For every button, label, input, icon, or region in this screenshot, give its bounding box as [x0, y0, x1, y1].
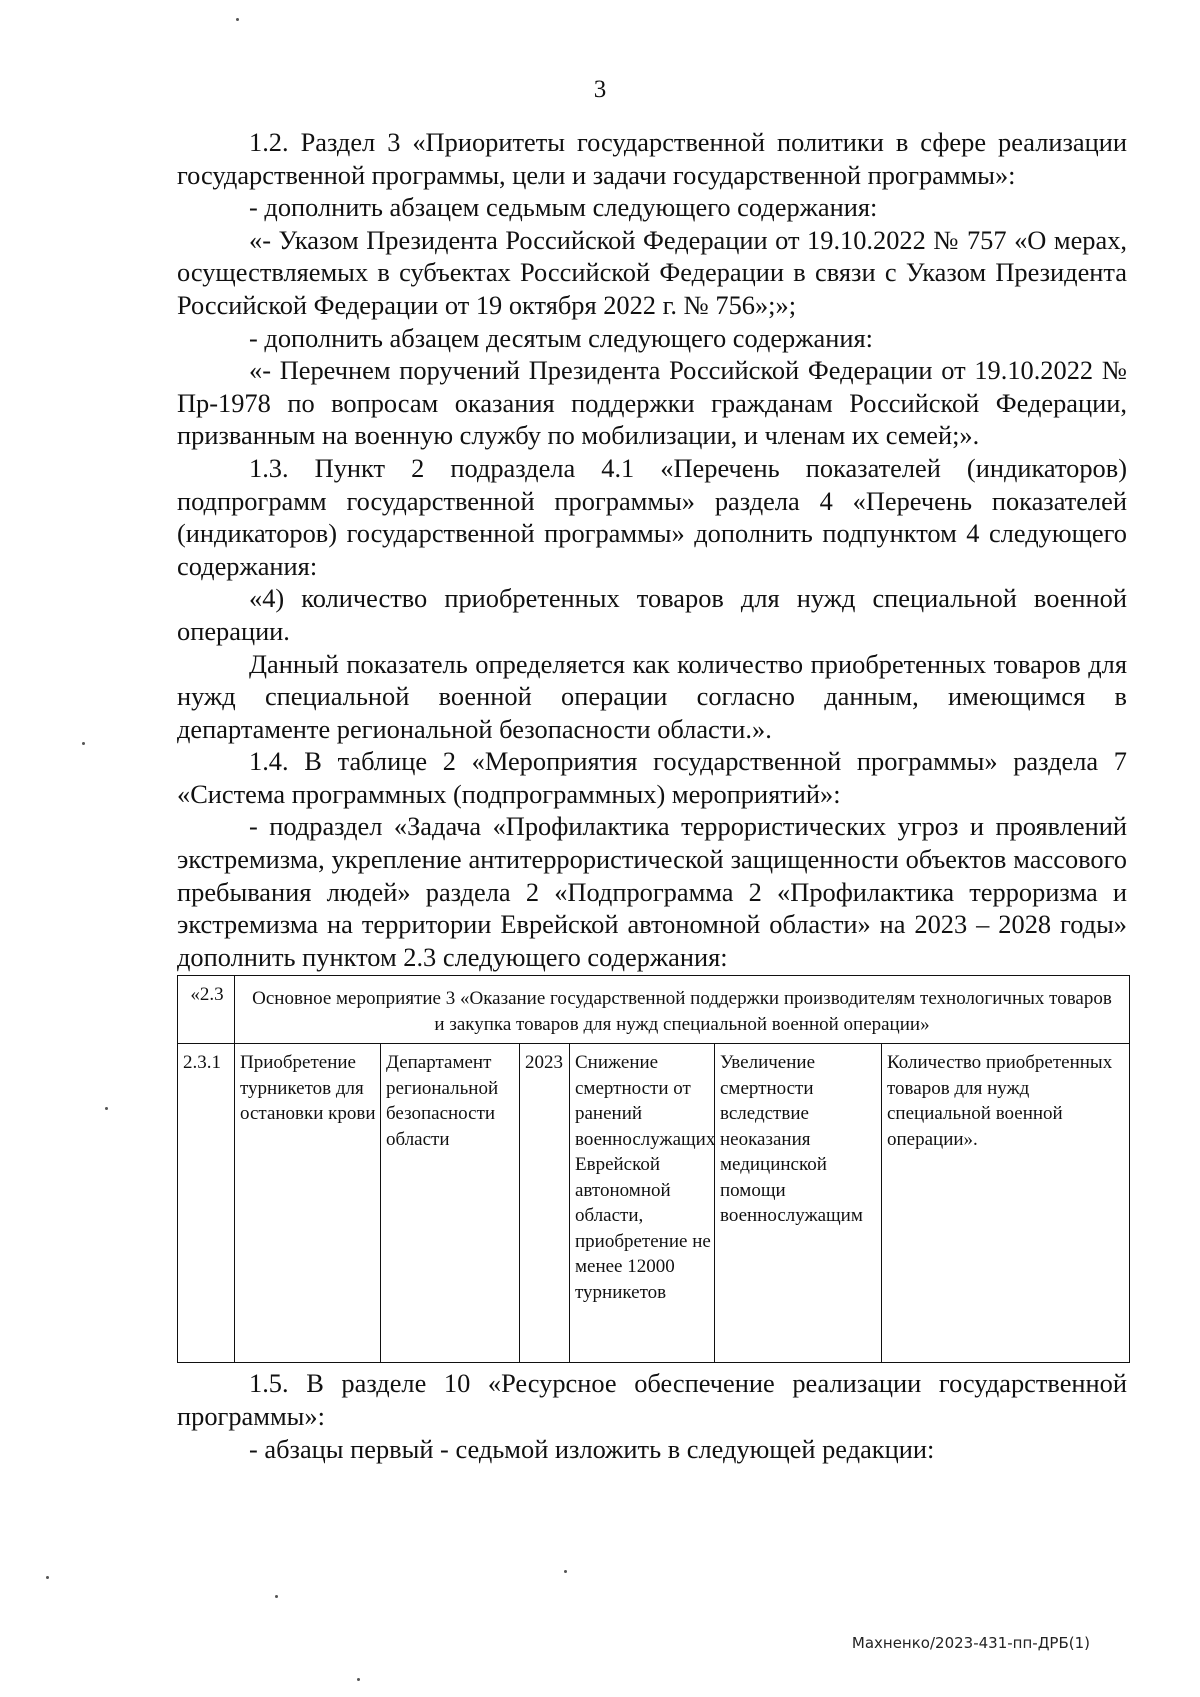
page-number: 3: [593, 76, 607, 103]
paragraph-1-4: 1.4. В таблице 2 «Мероприятия государственной программы» раздела 7 «Система программных (подпрограммных) мероприятий»:: [177, 746, 1127, 809]
scan-speck: [46, 1576, 49, 1579]
paragraph-decree-757: «- Указом Президента Российской Федерации от 19.10.2022 № 757 «О мерах, осуществляемых в субъектах Российской Федерации в связи с Указом Президента Российской Федерации от 19 октября 2022 г. № 756»;»;: [177, 224, 1127, 320]
table-header-row: [178, 976, 1130, 1044]
table-cell-header-number: «2.3: [178, 976, 235, 1044]
paragraph-1-5: 1.5. В разделе 10 «Ресурсное обеспечение реализации государственной программы»:: [177, 1368, 1127, 1432]
scan-speck: [82, 742, 85, 745]
scan-speck: [275, 1595, 278, 1598]
paragraph-indicator-definition: Данный показатель определяется как количество приобретенных товаров для нужд специальной военной операции согласно данным, имеющимся в департаменте региональной безопасности области.».: [177, 648, 1127, 744]
paragraph-paragraphs-first-seventh: - абзацы первый - седьмой изложить в следующей редакции:: [249, 1433, 935, 1464]
paragraph-add-seventh: - дополнить абзацем седьмым следующего содержания:: [249, 192, 878, 223]
table-cell-executor: Департамент региональной безопасности области: [381, 1044, 520, 1363]
scan-speck: [236, 18, 239, 21]
paragraph-instructions-pr1978: «- Перечнем поручений Президента Российской Федерации от 19.10.2022 № Пр-1978 по вопросам оказания поддержки гражданам Российской Федерации, призванным на военную службу по мобилизации, и членам их семей;».: [177, 355, 1127, 451]
scan-speck: [105, 1107, 108, 1110]
measures-table: [177, 975, 1130, 1363]
paragraph-add-tenth: - дополнить абзацем десятым следующего содержания:: [249, 322, 873, 353]
table-cell-number: 2.3.1: [178, 1044, 235, 1363]
table-cell-main-activity: Основное мероприятие 3 «Оказание государственной поддержки производителям технологичных товаров и закупка товаров для нужд специальной военной операции»: [235, 976, 1130, 1044]
paragraph-subsection-task: - подраздел «Задача «Профилактика террористических угроз и проявлений экстремизма, укрепление антитеррористической защищенности объектов массового пребывания людей» раздела 2 «Подпрограмма 2 «Профилактика терроризма и экстремизма на территории Еврейской автономной области» на 2023 – 2028 годы» дополнить пунктом 2.3 следующего содержания:: [177, 811, 1127, 972]
table-cell-indicator: Количество приобретенных товаров для нужд специальной военной операции».: [882, 1044, 1130, 1363]
table-cell-result: Снижение смертности от ранений военнослужащих Еврейской автономной области, приобретение не менее 12000 турникетов: [570, 1044, 715, 1363]
footer-reference: Махненко/2023-431-пп-ДРБ(1): [851, 1634, 1090, 1652]
paragraph-1-2: 1.2. Раздел 3 «Приоритеты государственной политики в сфере реализации государственной программы, цели и задачи государственной программы»:: [177, 127, 1127, 190]
scan-speck: [564, 1570, 567, 1573]
table-cell-year: 2023: [520, 1044, 570, 1363]
table-cell-activity: Приобретение турникетов для остановки крови: [235, 1044, 381, 1363]
table-row: [178, 1044, 1130, 1363]
paragraph-1-3: 1.3. Пункт 2 подраздела 4.1 «Перечень показателей (индикаторов) подпрограмм государственной программы» раздела 4 «Перечень показателей (индикаторов) государственной программы» дополнить подпунктом 4 следующего содержания:: [177, 452, 1127, 581]
scan-speck: [357, 1678, 360, 1681]
table-cell-consequence: Увеличение смертности вследствие неоказания медицинской помощи военнослужащим: [715, 1044, 882, 1363]
paragraph-subitem-4: «4) количество приобретенных товаров для нужд специальной военной операции.: [177, 583, 1127, 646]
document-body: [177, 126, 1127, 1465]
